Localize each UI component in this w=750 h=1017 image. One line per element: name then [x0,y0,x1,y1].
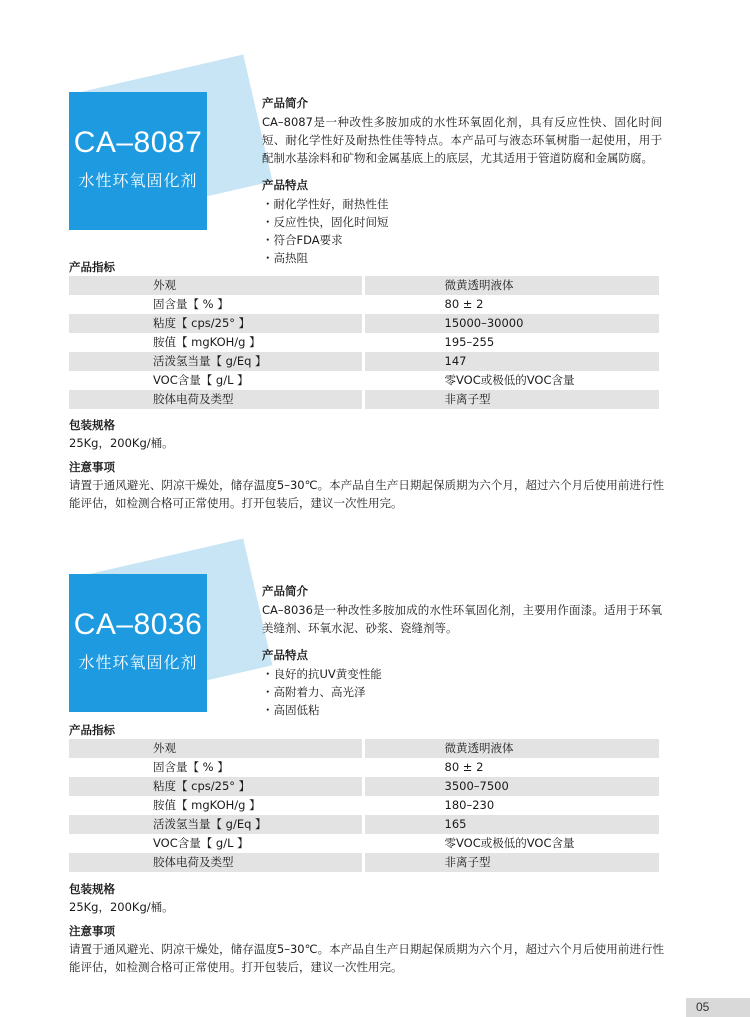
table-row [69,314,659,333]
packaging-title: 包装规格 [69,882,115,896]
features-list [262,195,662,267]
spec-key: 活泼氢当量【 g/Eq 】 [69,815,363,834]
table-row [69,739,659,758]
product-code: CA–8036 [73,608,203,641]
spec-key: 粘度【 cps/25° 】 [69,777,363,796]
spec-key: 胶体电荷及类型 [69,853,363,872]
feature-item: ・高固低粘 [262,703,320,717]
table-row [69,758,659,777]
intro-title: 产品简介 [262,96,308,110]
table-row [69,834,659,853]
spec-value: 180–230 [363,796,659,815]
spec-key: 粘度【 cps/25° 】 [69,314,363,333]
feature-item: ・耐化学性好，耐热性佳 [262,197,389,211]
product-name: 水性环氧固化剂 [78,653,198,672]
notes-title: 注意事项 [69,924,115,938]
spec-value: 3500–7500 [363,777,659,796]
spec-value: 非离子型 [363,390,659,409]
table-row [69,815,659,834]
spec-value: 非离子型 [363,853,659,872]
spec-value: 195–255 [363,333,659,352]
spec-key: VOC含量【 g/L 】 [69,834,363,853]
page-number [684,998,750,1017]
page-number-divider [684,998,686,1017]
intro-title: 产品简介 [262,584,308,598]
spec-key: 胶体电荷及类型 [69,390,363,409]
spec-value: 零VOC或极低的VOC含量 [363,834,659,853]
feature-item: ・高附着力、高光泽 [262,685,366,699]
notes-section [69,922,664,976]
product-name: 水性环氧固化剂 [78,171,198,190]
notes-text: 请置于通风避光、阴凉干燥处，储存温度5–30℃。本产品自生产日期起保质期为六个月，超过六个月后使用前进行性能评估，如检测合格可正常使用。打开包装后，建议一次性用完。 [69,942,664,974]
spec-key: 胺值【 mgKOH/g 】 [69,333,363,352]
table-row [69,333,659,352]
notes-section [69,458,664,512]
packaging-section [69,416,664,452]
product-badge [69,92,207,230]
feature-item: ・良好的抗UV黄变性能 [262,667,382,681]
product-code: CA–8087 [73,126,203,159]
features-title: 产品特点 [262,178,308,192]
table-row [69,390,659,409]
feature-item: ・符合FDA要求 [262,233,343,247]
spec-table [69,276,659,409]
spec-value: 80 ± 2 [363,758,659,777]
spec-key: VOC含量【 g/L 】 [69,371,363,390]
packaging-section [69,880,664,916]
spec-key: 固含量【 % 】 [69,758,363,777]
spec-key: 固含量【 % 】 [69,295,363,314]
spec-table [69,739,659,872]
spec-value: 微黄透明液体 [363,276,659,295]
spec-value: 零VOC或极低的VOC含量 [363,371,659,390]
spec-value: 165 [363,815,659,834]
table-row [69,777,659,796]
table-row [69,796,659,815]
spec-title: 产品指标 [69,260,115,274]
intro-text: CA–8087是一种改性多胺加成的水性环氧固化剂，具有反应性快、固化时间短、耐化学性好及耐热性佳等特点。本产品可与液态环氧树脂一起使用，用于配制水基涂料和矿物和金属基底上的底层，尤其适用于管道防腐和金属防腐。 [262,115,662,165]
product-info [262,582,662,719]
spec-key: 外观 [69,739,363,758]
table-row [69,371,659,390]
spec-key: 活泼氢当量【 g/Eq 】 [69,352,363,371]
spec-title: 产品指标 [69,723,115,737]
packaging-text: 25Kg，200Kg/桶。 [69,436,174,450]
spec-key: 外观 [69,276,363,295]
spec-value: 微黄透明液体 [363,739,659,758]
features-list [262,665,662,719]
table-row [69,295,659,314]
table-row [69,352,659,371]
table-row [69,276,659,295]
intro-text: CA–8036是一种改性多胺加成的水性环氧固化剂，主要用作面漆。适用于环氧美缝剂、环氧水泥、砂浆、瓷缝剂等。 [262,603,662,635]
product-badge [69,574,207,712]
spec-value: 147 [363,352,659,371]
spec-value: 80 ± 2 [363,295,659,314]
page-number-text: 05 [696,1000,710,1014]
spec-key: 胺值【 mgKOH/g 】 [69,796,363,815]
packaging-title: 包装规格 [69,418,115,432]
notes-title: 注意事项 [69,460,115,474]
feature-item: ・高热阻 [262,251,308,265]
feature-item: ・反应性快，固化时间短 [262,215,389,229]
spec-value: 15000–30000 [363,314,659,333]
table-row [69,853,659,872]
notes-text: 请置于通风避光、阴凉干燥处，储存温度5–30℃。本产品自生产日期起保质期为六个月，超过六个月后使用前进行性能评估，如检测合格可正常使用。打开包装后，建议一次性用完。 [69,478,664,510]
features-title: 产品特点 [262,648,308,662]
packaging-text: 25Kg，200Kg/桶。 [69,900,174,914]
product-info [262,94,662,267]
